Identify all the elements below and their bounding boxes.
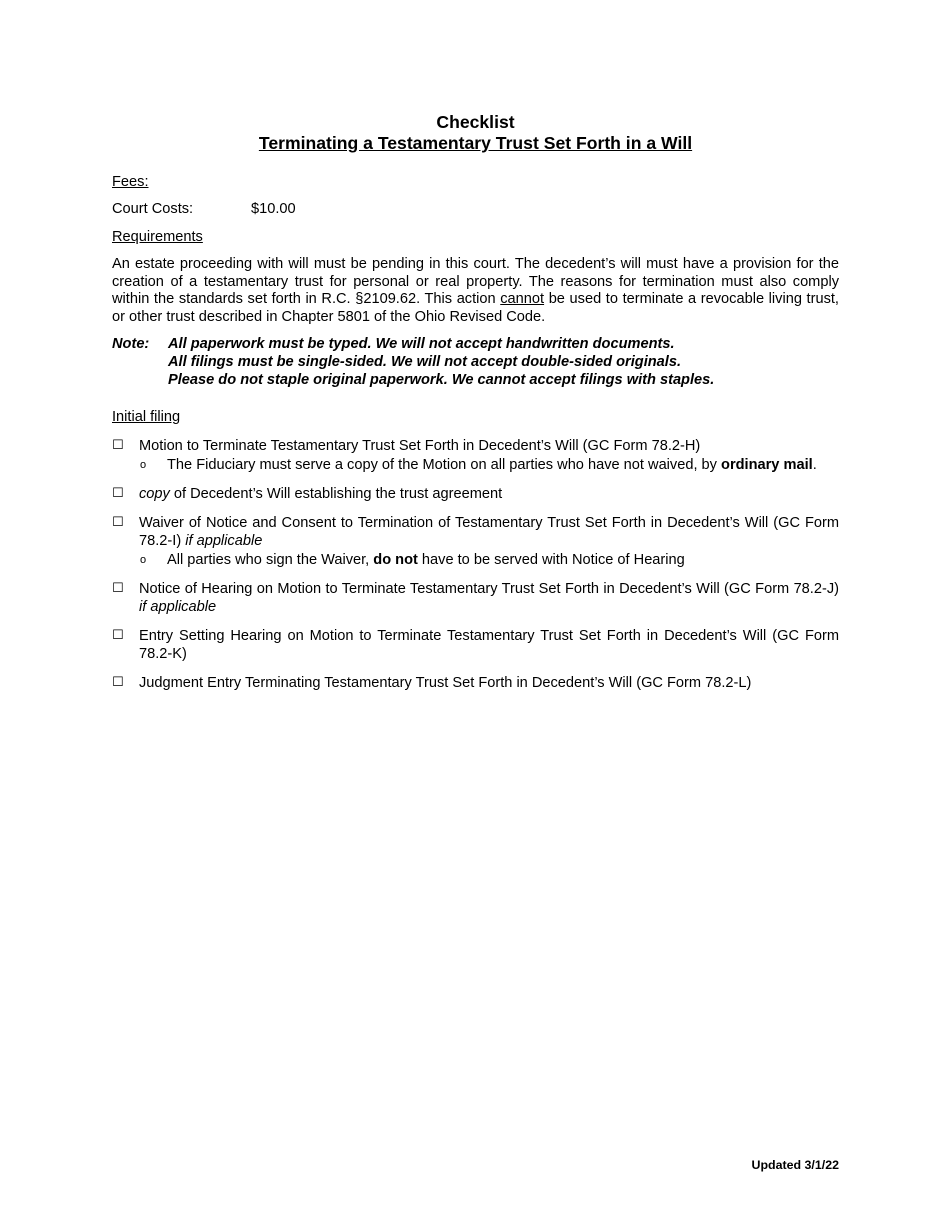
note-line: All paperwork must be typed. We will not accept handwritten documents. <box>168 336 675 352</box>
checkbox-icon[interactable]: ☐ <box>112 675 124 690</box>
note-line: All filings must be single-sided. We will not accept double-sided originals. <box>168 354 682 370</box>
subitem-text-end: . <box>812 457 817 473</box>
checklist-item-will-copy <box>112 485 839 503</box>
subitem-bold-text: ordinary mail <box>721 457 813 473</box>
subitem-text-end: have to be served with Notice of Hearing <box>417 552 685 568</box>
checklist-item-waiver <box>112 514 839 569</box>
checklist-item-entry-setting-hearing <box>112 627 839 663</box>
checklist-item-notice-of-hearing <box>112 580 839 616</box>
checklist-item-text: of Decedent’s Will establishing the trust agreement <box>169 486 503 502</box>
checklist-item-italic: copy <box>139 486 170 502</box>
checklist-item-motion <box>112 437 839 474</box>
requirements-text-1: An estate proceeding with will must be pending in this court. The decedent’s will must have a provision for the creation of a testamentary trust for personal or real property. The reasons for termination must also comply within the standards set forth in R.C. §2109.62. This action <box>112 256 839 307</box>
page-subtitle: Terminating a Testamentary Trust Set Forth in a Will <box>258 133 693 153</box>
subitem-text: All parties who sign the Waiver, <box>167 552 374 568</box>
court-costs-label: Court Costs: <box>112 201 194 217</box>
requirements-text-underlined: cannot <box>500 291 545 307</box>
checkbox-icon[interactable]: ☐ <box>112 438 124 453</box>
checklist-item-text: Waiver of Notice and Consent to Termination of Testamentary Trust Set Forth in Decedent’s Will (GC Form 78.2-I) <box>139 515 839 549</box>
requirements-text-2: be used to terminate a revocable living trust, or other trust described in Chapter 5801 of the Ohio Revised Code. <box>112 291 839 325</box>
checklist-subitem <box>139 456 839 474</box>
note-label: Note: <box>112 336 150 352</box>
court-costs-row <box>112 200 839 218</box>
page-title: Checklist <box>436 112 515 132</box>
checkbox-icon[interactable]: ☐ <box>112 581 124 596</box>
note-block <box>112 335 839 389</box>
requirements-heading: Requirements <box>112 229 203 245</box>
checklist-item-text: Motion to Terminate Testamentary Trust Set Forth in Decedent’s Will (GC Form 78.2-H) <box>139 438 701 454</box>
checklist-subitem <box>139 551 839 569</box>
checklist-item-text: Judgment Entry Terminating Testamentary Trust Set Forth in Decedent’s Will (GC Form 78.2-L) <box>139 675 752 691</box>
requirements-paragraph <box>112 256 839 326</box>
checkbox-icon[interactable]: ☐ <box>112 515 124 530</box>
court-costs-value: $10.00 <box>251 201 296 217</box>
note-line: Please do not staple original paperwork. We cannot accept filings with staples. <box>168 372 715 388</box>
checklist-item-italic: if applicable <box>185 533 263 549</box>
updated-date: Updated 3/1/22 <box>751 1158 839 1172</box>
checklist-item-text: Entry Setting Hearing on Motion to Terminate Testamentary Trust Set Forth in Decedent’s Will (GC Form 78.2-K) <box>139 628 839 662</box>
subitem-text: The Fiduciary must serve a copy of the Motion on all parties who have not waived, by <box>167 457 722 473</box>
note-lines <box>168 335 714 389</box>
bullet-icon: o <box>140 554 147 566</box>
bullet-icon: o <box>140 459 147 471</box>
checklist-item-text: Notice of Hearing on Motion to Terminate Testamentary Trust Set Forth in Decedent’s Will (GC Form 78.2-J) <box>139 581 839 597</box>
subitem-bold-text: do not <box>373 552 418 568</box>
checkbox-icon[interactable]: ☐ <box>112 628 124 643</box>
checkbox-icon[interactable]: ☐ <box>112 486 124 501</box>
checklist-item-italic: if applicable <box>139 599 217 615</box>
initial-filing-heading: Initial filing <box>112 409 181 425</box>
document-page <box>112 112 839 692</box>
fees-heading: Fees: <box>112 174 149 190</box>
checklist-item-judgment-entry <box>112 674 839 692</box>
